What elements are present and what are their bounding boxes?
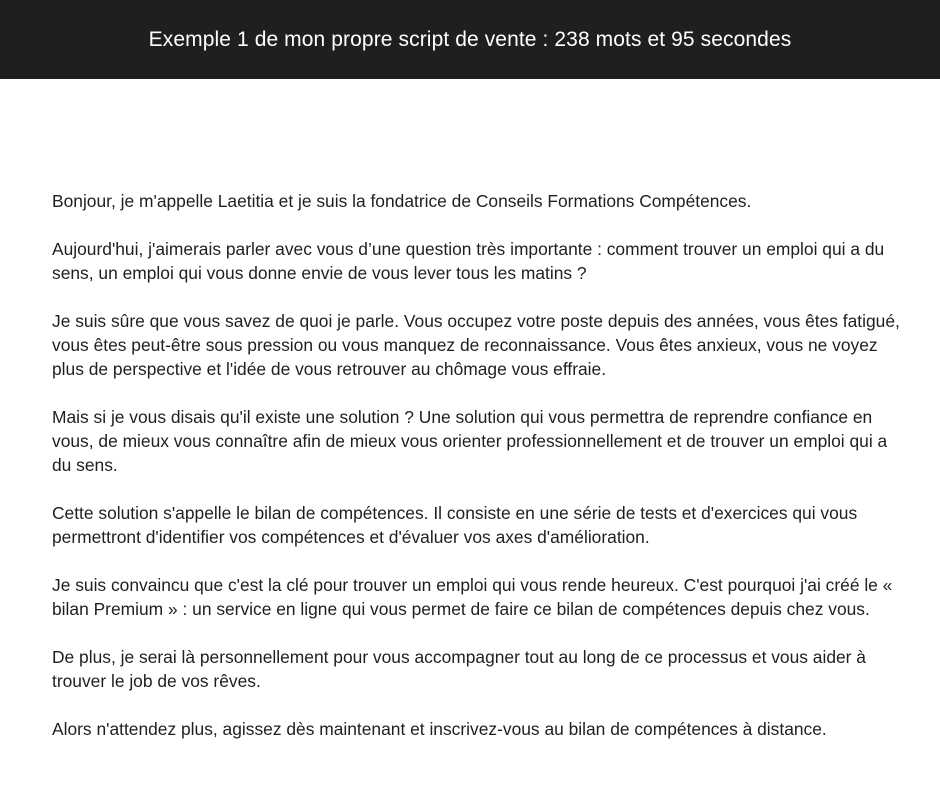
paragraph-solution-teaser: Mais si je vous disais qu'il existe une solution ? Une solution qui vous permettra de reprendre confiance en vous, de mieux vous connaître afin de mieux vous orienter professionnellement et de trouver un emploi qui a du sens. [52,407,888,475]
header-bar [0,0,940,79]
paragraph-offer: Je suis convaincu que c'est la clé pour trouver un emploi qui vous rende heureux. C'est pourquoi j'ai créé le « bilan Premium » : un service en ligne qui vous permet de faire ce bilan de compétences depuis chez vous. [52,575,893,619]
paragraph-introduction: Bonjour, je m'appelle Laetitia et je suis la fondatrice de Conseils Formations Compétences. [52,191,752,211]
script-body [0,189,940,741]
paragraph-question: Aujourd'hui, j'aimerais parler avec vous d’une question très importante : comment trouver un emploi qui a du sens, un emploi qui vous donne envie de vous lever tous les matins ? [52,239,885,283]
paragraph-call-to-action: Alors n'attendez plus, agissez dès maintenant et inscrivez-vous au bilan de compétences à distance. [52,719,827,739]
page-title: Exemple 1 de mon propre script de vente : 238 mots et 95 secondes [148,27,792,51]
paragraph-support: De plus, je serai là personnellement pour vous accompagner tout au long de ce processus et vous aider à trouver le job de vos rêves. [52,647,866,691]
paragraph-problem: Je suis sûre que vous savez de quoi je parle. Vous occupez votre poste depuis des années, vous êtes fatigué, vous êtes peut-être sous pression ou vous manquez de reconnaissance. Vous êtes anxieux, vous ne voyez plus de perspective et l'idée de vous retrouver au chômage vous effraie. [52,311,900,379]
paragraph-solution: Cette solution s'appelle le bilan de compétences. Il consiste en une série de tests et d'exercices qui vous permettront d'identifier vos compétences et d'évaluer vos axes d'amélioration. [52,503,858,547]
